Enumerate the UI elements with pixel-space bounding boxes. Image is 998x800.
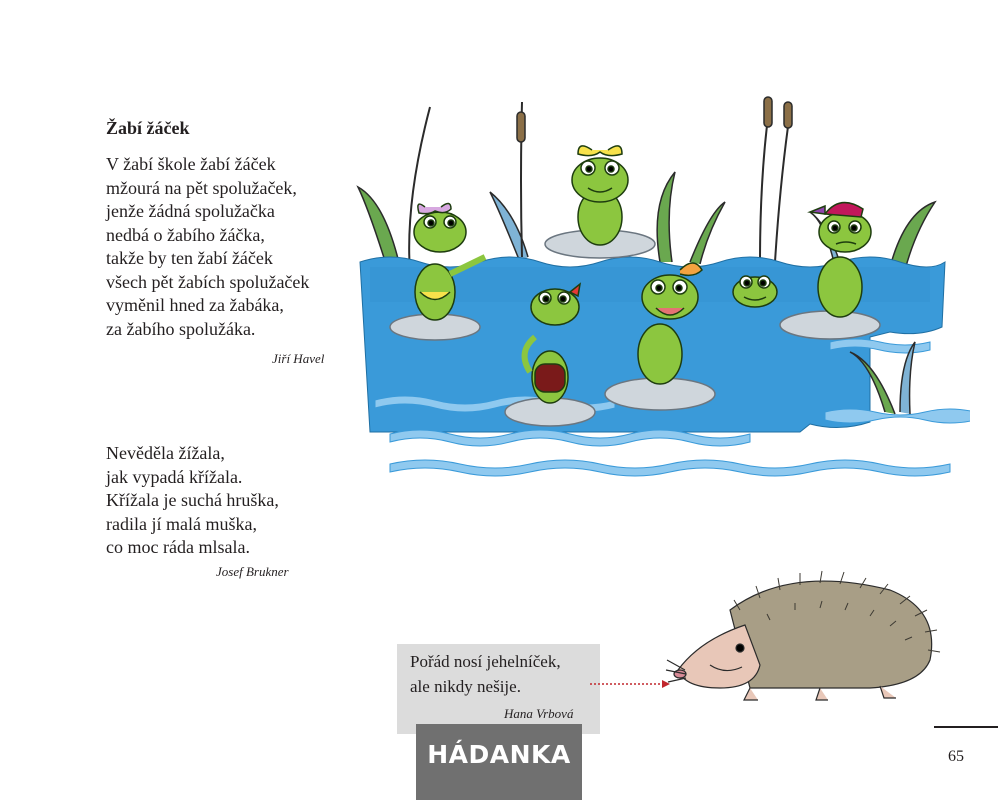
frog-swimming: [733, 276, 777, 307]
poem-line: Křížala je suchá hruška,: [106, 490, 279, 510]
riddle-line: ale nikdy nešije.: [410, 677, 521, 696]
poem-zabi-zacek: [106, 118, 309, 341]
arrow-icon: [590, 680, 670, 688]
poem-line: jenže žádná spolužačka: [106, 201, 275, 221]
riddle-line: Pořád nosí jehelníček,: [410, 652, 561, 671]
poem-zizala: [106, 442, 279, 560]
poem-line: nedbá o žabího žáčka,: [106, 224, 265, 245]
poem-line: jak vypadá křížala.: [106, 466, 243, 487]
poem-line: radila jí malá muška,: [106, 513, 257, 534]
poem-line: mžourá na pět spolužaček,: [106, 177, 297, 198]
poem-line: vyměnil hned za žabáka,: [106, 295, 284, 315]
frog-top: [572, 146, 628, 245]
poem-author: Josef Brukner: [216, 564, 289, 579]
page-number-rule: [934, 726, 998, 728]
poem-author: Jiří Havel: [272, 351, 325, 366]
poem-line: takže by ten žabí žáček: [106, 248, 273, 268]
poem-line: V žabí škole žabí žáček: [106, 154, 276, 174]
riddle-box: [397, 644, 600, 734]
page-number: 65: [948, 748, 964, 765]
frog-pond-illustration: [330, 92, 970, 492]
hedgehog-illustration: [590, 570, 950, 720]
poem-line: všech pět žabích spolužaček: [106, 271, 310, 292]
riddle-tab-label: HÁDANKA: [416, 724, 582, 800]
riddle-author: Hana Vrbová: [504, 706, 574, 721]
poem-line: Nevěděla žížala,: [106, 443, 225, 463]
poem-line: za žabího spolužáka.: [106, 318, 256, 339]
poem-title: Žabí žáček: [106, 118, 190, 138]
poem-line: co moc ráda mlsala.: [106, 537, 250, 557]
hedgehog-icon: [666, 571, 940, 700]
